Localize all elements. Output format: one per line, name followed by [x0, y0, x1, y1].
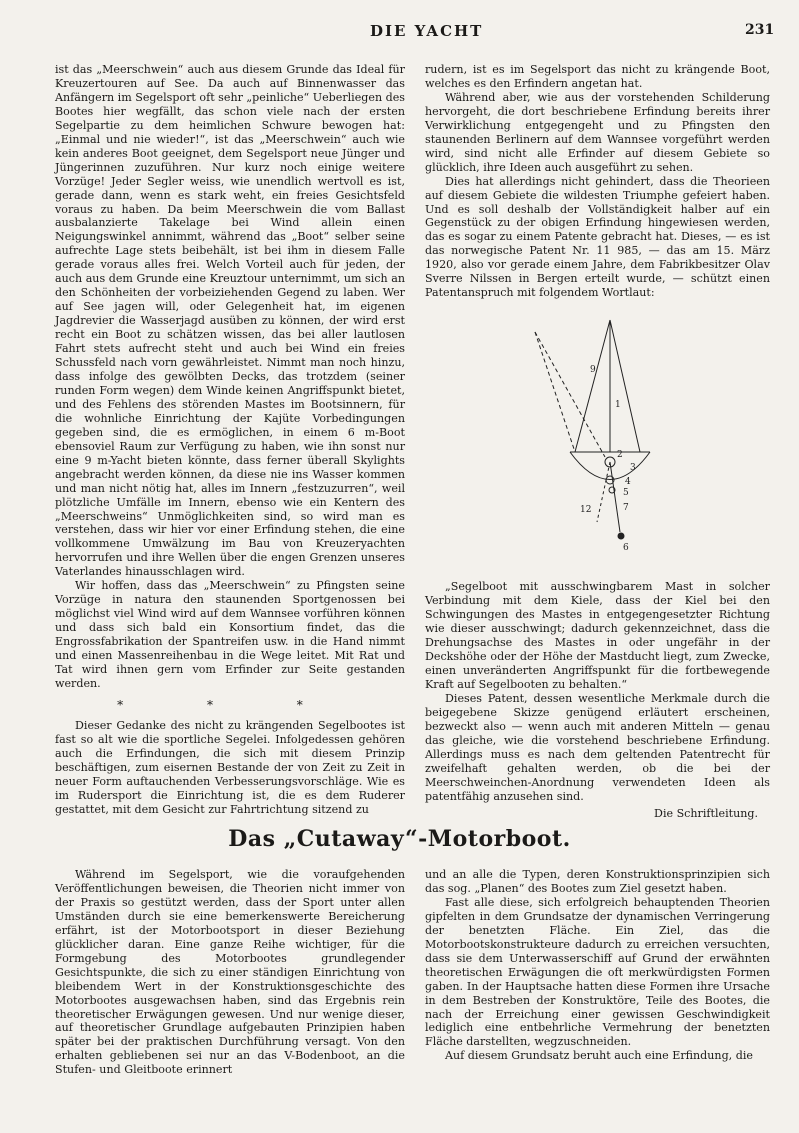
patent-sketch-figure	[425, 312, 770, 562]
figure-label: 3	[630, 463, 636, 474]
running-title: DIE YACHT	[370, 22, 484, 40]
page-number: 231	[745, 22, 775, 38]
paragraph: Fast alle diese, sich erfolgreich behauptenden Theorien gipfelten in dem Grundsatze der dynamischen Verringerung der benetzten Fläche. Ein Ziel, das die Motorbootskonstrukteure dadurch zu erreichen versuchten, dass sie dem Unterwasserschiff auf Grund der erwähnten theoretischen Erwägungen die oft merkwürdigsten Formen gaben. In der Hauptsache hatten diese Formen ihre Ursache in dem Bestreben der Konstruktöre, Teile des Bootes, die nach der Erreichung einer gewissen Geschwindigkeit lediglich eine entbehrliche Vermehrung der benetzten Fläche darstellten, wegzuschneiden.	[425, 895, 770, 1049]
figure-label: 9	[590, 365, 596, 376]
keel-ballast	[618, 533, 624, 539]
paragraph: rudern, ist es im Segelsport das nicht zu krängende Boot, welches es den Erfindern angetan hat.	[425, 63, 770, 90]
paragraph: Dieser Gedanke des nicht zu krängenden Segelbootes ist fast so alt wie die sportliche Segelei. Infolgedessen gehören auch die Erfindungen, die sich mit diesem Prinzip beschäftigen, zum eisernen Bestande der von Zeit zu Zeit in neuer Form auftauchenden Verbesserungsvorschläge. Wie es im Rudersport die Einrichtung ist, die es dem Ruderer gestattet, mit dem Gesicht zur Fahrtrichtung sitzend zu	[55, 718, 405, 816]
page-header	[0, 22, 799, 42]
figure-label: 4	[625, 477, 631, 488]
hull-outline	[570, 452, 650, 480]
figure-label: 2	[617, 450, 623, 461]
figure-label: 5	[623, 488, 629, 499]
article-column-right-bottom	[425, 868, 770, 1063]
sailboat-patent-diagram	[425, 312, 770, 562]
paragraph: und an alle die Typen, deren Konstruktionsprinzipien sich das sog. „Planen“ des Bootes zum Ziel gesetzt haben.	[425, 868, 770, 895]
paragraph: Während aber, wie aus der vorstehenden Schilderung hervorgeht, die dort beschriebene Erfindung bereits ihrer Verwirklichung entgegengeht und zu Pfingsten den staunenden Berlinern auf dem Wannsee vorgeführt werden wird, sind nicht alle Erfinder auf diesem Gebiete so glücklich, ihre Ideen auch ausgeführt zu sehen.	[425, 90, 770, 174]
section-title: Das „Cutaway“-Motorboot.	[228, 826, 571, 852]
figure-label: 7	[623, 503, 629, 514]
paragraph: Während im Segelsport, wie die voraufgehenden Veröffentlichungen beweisen, die Theorien nicht immer von der Praxis so gestützt werden, dass der Sport unter allen Umständen durch sie eine bemerkenswerte Bereicherung erfährt, ist der Motorbootsport in dieser Beziehung glücklicher daran. Eine ganze Reihe wichtiger, für die Formgebung des Motorbootes grundlegender Gesichtspunkte, die sich zu einer ständigen Einrichtung von bleibendem Wert in der Konstruktionsgeschichte des Motorbootes ausgewachsen haben, sind das Ergebnis rein theoretischer Erwägungen gewesen. Und nur wenige dieser, auf theoretischer Grundlage aufgebauten Prinzipien haben später bei der praktischen Durchführung versagt. Von den erhalten gebliebenen sei nur an das V-Bodenboot, an die Stufen- und Gleitboote erinnert	[55, 868, 405, 1077]
keel-line	[610, 462, 620, 532]
paragraph: Dieses Patent, dessen wesentliche Merkmale durch die beigegebene Skizze genügend erläutert erscheinen, bezweckt also — wenn auch mit anderen Mitteln — genau das gleiche, wie die vorstehend beschriebene Erfindung. Allerdings muss es nach dem geltenden Patentrecht für zweifelhaft gehalten werden, ob die bei der Meerschweinchen-Anordnung verwendeten Ideen als patentfähig anzusehen sind.	[425, 691, 770, 803]
section-separator: * * *	[117, 697, 343, 712]
article-column-left-top	[55, 63, 405, 817]
paragraph: ist das „Meerschwein“ auch aus diesem Grunde das Ideal für Kreuzertouren auf See. Da auch auf Binnenwasser das Anfängern im Segelsport oft sehr „peinliche“ Ueberliegen des Bootes hier wegfällt, das schon viele nach der ersten Segelpartie zu dem heimlichen Schwure bewogen hat: „Einmal und nie wieder!“, ist das „Meerschwein“ auch wie kein anderes Boot geeignet, dem Segelsport neue Jünger und Jüngerinnen zuzuführen. Nur kurz noch einige weitere Vorzüge! Jeder Segler weiss, wie unendlich wertvoll es ist, gerade dann, wenn es stark weht, ein freies Gesichtsfeld voraus zu haben. Da beim Meerschwein die vom Ballast ausbalanzierte Takelage bei Wind allein einen Neigungswinkel annimmt, während das „Boot“ selber seine aufrechte Lage stets beibehält, ist bei ihm in diesem Falle gerade voraus alles frei. Welch Vorteil auch für jeden, der auch aus dem Grunde eine Kreuztour unternimmt, um sich an den Schönheiten der vorbeiziehenden Gegend zu laben. Wer auf See jagen will, oder Gelegenheit hat, im eigenen Jagdrevier die Wasserjagd ausüben zu können, der wird erst recht ein Boot zu schätzen wissen, das bei aller lautlosen Fahrt stets aufrecht steht und auch bei Wind ein freies Schussfeld nach vorn gewährleistet. Nimmt man noch hinzu, dass infolge des gewölbten Decks, das trotzdem (seiner runden Form wegen) dem Winde keinen Angriffspunkt bietet, und des Fehlens des störenden Mastes im Bootsinnern, für die wohnliche Einrichtung der Kajüte Vorbedingungen gegeben sind, die es ermöglichen, in einem 6 m-Boot ebensoviel Raum zur Verfügung zu haben, wie ihn sonst nur eine 9 m-Yacht bieten könnte, dass ferner überall Skylights angebracht werden können, da diese nie ins Wasser kommen und man nicht nötig hat, alles im Innern „festzuzurren“, weil plötzliche Umfälle im Innern, ebenso wie ein Kentern des „Meerschweins“ Unmöglichkeiten sind, so wird man es verstehen, dass wir hier vor einer Erfindung stehen, die eine vollkommene Umwälzung im Bau von Kreuzeryachten hervorrufen und ihre Wellen über die engen Grenzen unseres Vaterlandes hinausschlagen wird.	[55, 63, 405, 579]
editorial-signature: Die Schriftleitung.	[654, 807, 758, 821]
paragraph: „Segelboot mit ausschwingbarem Mast in solcher Verbindung mit dem Kiele, dass der Kiel bei den Schwingungen des Mastes in entgegengesetzter Richtung wie dieser ausschwingt; dadurch gekennzeichnet, dass die Drehungsachse des Mastes in oder ungefähr in der Deckshöhe oder der Höhe der Mastducht liegt, zum Zwecke, einen unveränderten Angriffspunkt für die fortbewegende Kraft auf Segelbooten zu behalten.“	[425, 580, 770, 691]
swung-sail-dashed	[535, 332, 575, 452]
patent-claim-quote	[425, 580, 770, 803]
figure-label: 1	[615, 400, 621, 411]
paragraph: Wir hoffen, dass das „Meerschwein“ zu Pfingsten seine Vorzüge in natura den staunenden Sportgenossen bei möglichst viel Wind wird auf dem Wannsee vorführen können und dass sich bald ein Konsortium findet, das die Engrossfabrikation der Spantreifen usw. in die Hand nimmt und einen Massenreihenbau in die Wege leitet. Mit Rat und Tat wird ihnen gern vom Erfinder zur Seite gestanden werden.	[55, 579, 405, 690]
paragraph: Auf diesem Grundsatz beruht auch eine Erfindung, die	[445, 1049, 753, 1063]
sail-line-right	[610, 320, 640, 452]
article-column-right-top	[425, 63, 770, 821]
sail-line-left	[575, 320, 610, 452]
swung-keel-dashed	[597, 462, 610, 522]
figure-label: 12	[580, 505, 592, 516]
article-column-left-bottom	[55, 868, 405, 1077]
figure-label: 6	[623, 543, 629, 554]
paragraph: Dies hat allerdings nicht gehindert, dass die Theorieen auf diesem Gebiete die wildesten Triumphe gefeiert haben. Und es soll deshalb der Vollständigkeit halber auf ein Gegenstück zu der obigen Erfindung hingewiesen werden, das es sogar zu einem Patente gebracht hat. Dieses, — es ist das norwegische Patent Nr. 11 985, — das am 15. März 1920, also vor gerade einem Jahre, dem Fabrikbesitzer Olav Sverre Nilssen in Bergen erteilt wurde, — schützt einen Patentanspruch mit folgendem Wortlaut:	[425, 174, 770, 300]
swung-mast-dashed	[535, 332, 605, 457]
